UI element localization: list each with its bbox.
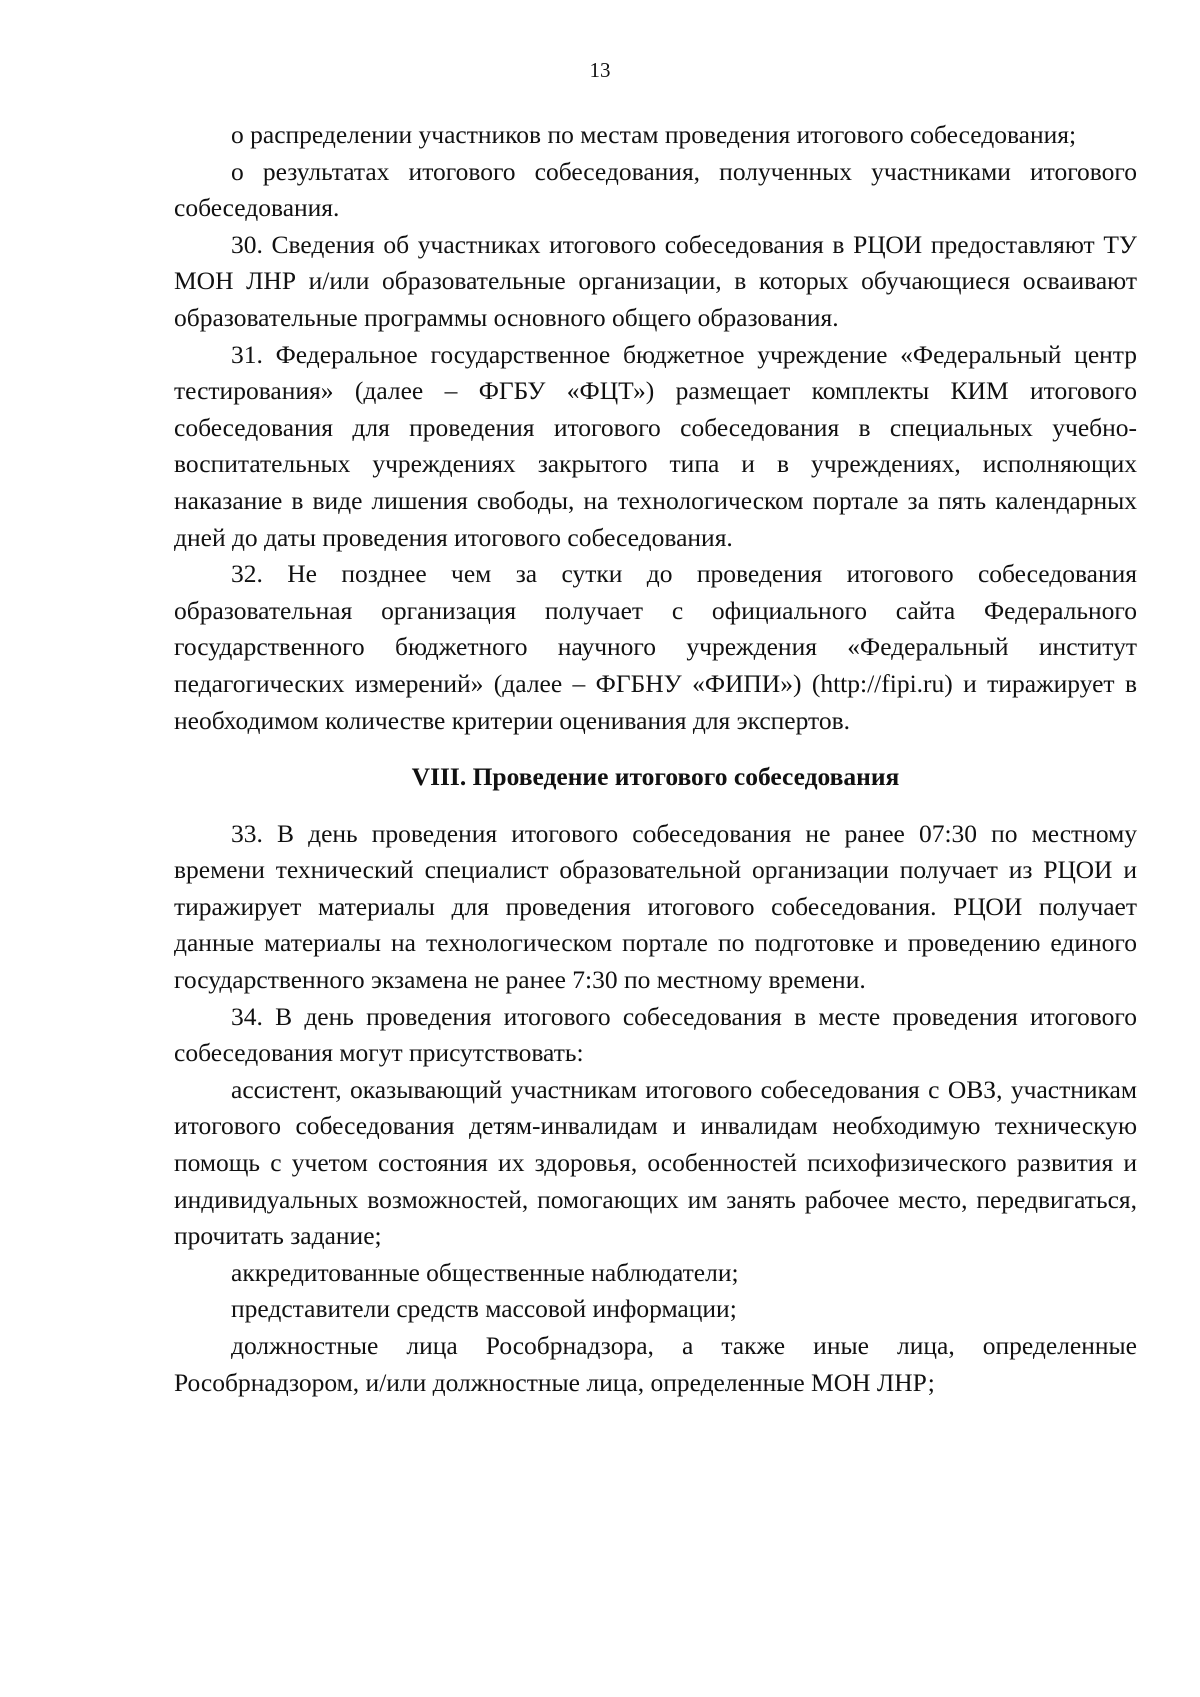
paragraph-officials: должностные лица Рособрнадзора, а также иные лица, определенные Рособрнадзором, и/или должностные лица, определенные МОН ЛНР; <box>174 1331 1137 1397</box>
paragraph-results: о результатах итогового собеседования, полученных участниками итогового собеседования. <box>174 156 1137 223</box>
paragraph-30: 30. Сведения об участниках итогового собеседования в РЦОИ предоставляют ТУ МОН ЛНР и/или образовательные организации, в которых обучающиеся осваивают образовательные программы основного общего образования. <box>174 229 1137 332</box>
paragraph-32: 32. Не позднее чем за сутки до проведения итогового собеседования образовательная организация получает с официального сайта Федерального государственного бюджетного научного учреждения «Федеральный институт педагогических измерений» (далее – ФГБНУ «ФИПИ») (http://fipi.ru) и тиражирует в необходимом количестве критерии оценивания для экспертов. <box>174 559 1137 735</box>
paragraph-31: 31. Федеральное государственное бюджетное учреждение «Федеральный центр тестирования» (далее – ФГБУ «ФЦТ») размещает комплекты КИМ итогового собеседования для проведения итогового собеседования в специальных учебно-воспитательных учреждениях закрытого типа и в учреждениях, исполняющих наказание в виде лишения свободы, на технологическом портале за пять календарных дней до даты проведения итогового собеседования. <box>174 339 1137 552</box>
paragraph-34: 34. В день проведения итогового собеседования в месте проведения итогового собеседования могут присутствовать: <box>174 1001 1137 1068</box>
paragraph-33: 33. В день проведения итогового собеседования не ранее 07:30 по местному времени технический специалист образовательной организации получает из РЦОИ и тиражирует материалы для проведения итогового собеседования. РЦОИ получает данные материалы на технологическом портале по подготовке и проведению единого государственного экзамена не ранее 7:30 по местному времени. <box>174 818 1137 995</box>
document-body <box>174 117 1137 1401</box>
section-heading: VIII. Проведение итогового собеседования <box>411 762 900 792</box>
paragraph-media: представители средств массовой информации; <box>231 1294 737 1324</box>
page-number: 13 <box>589 58 611 82</box>
paragraph-distribution: о распределении участников по местам проведения итогового собеседования; <box>231 120 1077 149</box>
paragraph-observers: аккредитованные общественные наблюдатели; <box>231 1257 739 1287</box>
paragraph-assistant: ассистент, оказывающий участникам итогового собеседования с ОВЗ, участникам итогового собеседования детям-инвалидам и инвалидам необходимую техническую помощь с учетом состояния их здоровья, особенностей психофизического развития и индивидуальных возможностей, помогающих им занять рабочее место, передвигаться, прочитать задание; <box>174 1074 1137 1251</box>
